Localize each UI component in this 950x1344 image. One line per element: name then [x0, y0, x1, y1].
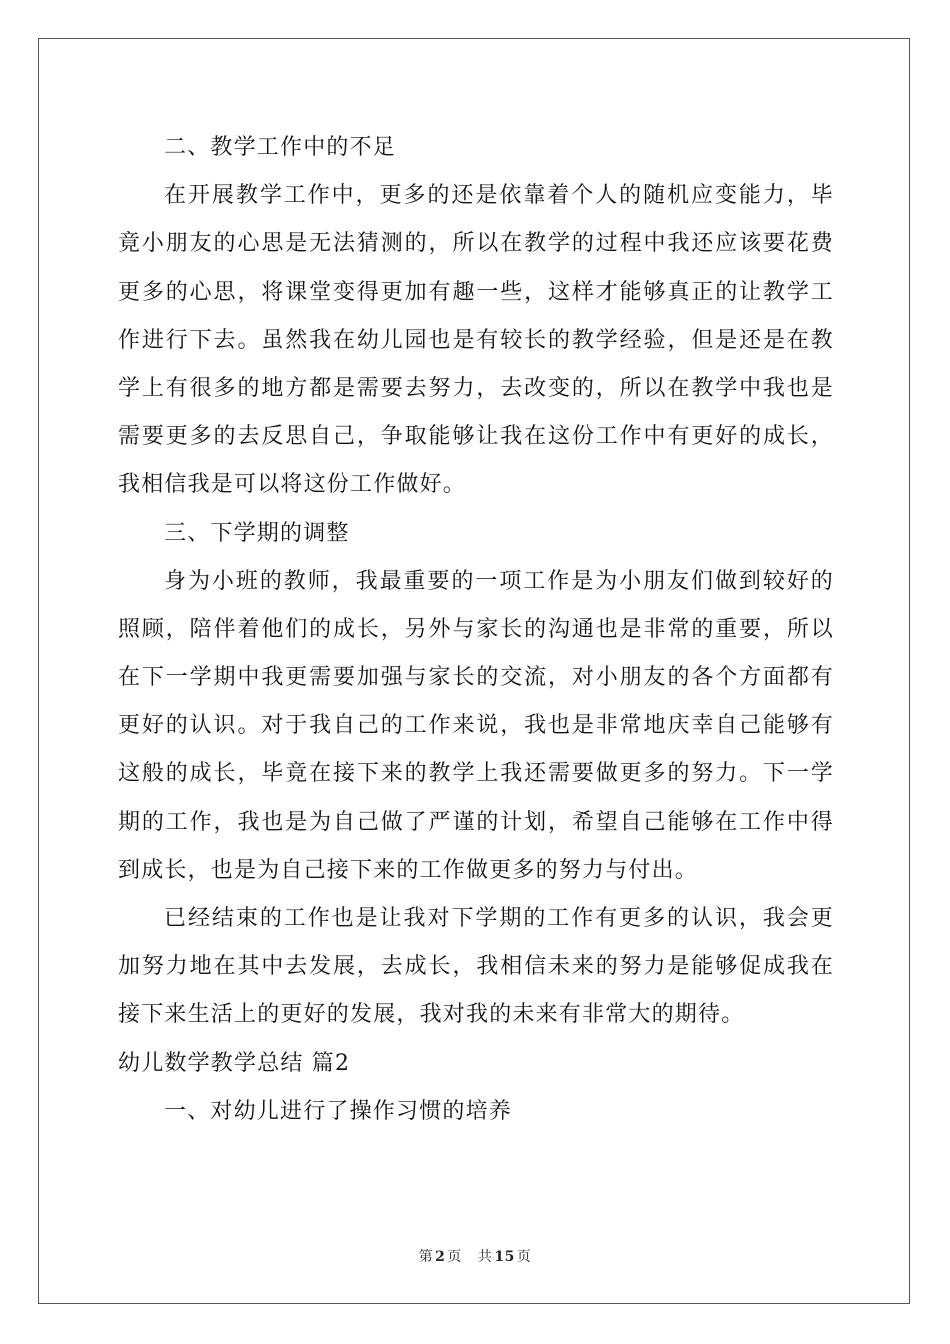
text-line: 照顾，陪伴着他们的成长，另外与家长的沟通也是非常的重要，所以 — [118, 616, 834, 642]
text-line: 幼儿数学教学总结 篇2 — [118, 1050, 351, 1076]
text-line: 二、教学工作中的不足 — [164, 135, 397, 160]
text-line: 加努力地在其中去发展，去成长，我相信未来的努力是能够促成我在 — [118, 954, 834, 980]
footer-page-suffix: 页 — [447, 1249, 462, 1265]
text-line: 学上有很多的地方都是需要去努力，去改变的，所以在教学中我也是 — [118, 375, 834, 401]
text-line: 到成长，也是为自己接下来的工作做更多的努力与付出。 — [118, 857, 699, 883]
footer-page-number: 2 — [435, 1249, 446, 1265]
text-line: 三、下学期的调整 — [164, 520, 350, 546]
text-line: 接下来生活上的更好的发展，我对我的未来有非常大的期待。 — [118, 1002, 745, 1028]
text-line: 这般的成长，毕竟在接下来的教学上我还需要做更多的努力。下一学 — [118, 761, 834, 787]
text-line: 已经结束的工作也是让我对下学期的工作有更多的认识，我会更 — [164, 906, 834, 931]
text-line: 更好的认识。对于我自己的工作来说，我也是非常地庆幸自己能够有 — [118, 713, 834, 739]
footer-page-prefix: 第 — [418, 1249, 434, 1265]
text-line: 身为小班的教师，我最重要的一项工作是为小朋友们做到较好的 — [164, 568, 834, 594]
footer-total-pages: 15 — [494, 1249, 515, 1265]
text-line: 需要更多的去反思自己，争取能够让我在这份工作中有更好的成长， — [118, 424, 834, 450]
document-body — [118, 124, 834, 1136]
page-footer — [0, 1246, 950, 1266]
text-line: 期的工作，我也是为自己做了严谨的计划，希望自己能够在工作中得 — [118, 809, 834, 835]
text-line: 我相信我是可以将这份工作做好。 — [118, 472, 467, 498]
text-line: 作进行下去。虽然我在幼儿园也是有较长的教学经验，但是还是在教 — [118, 327, 834, 353]
text-line: 一、对幼儿进行了操作习惯的培养 — [164, 1098, 513, 1124]
footer-total-suffix: 页 — [516, 1249, 532, 1265]
text-line: 在开展教学工作中，更多的还是依靠着个人的随机应变能力，毕 — [164, 183, 834, 209]
text-line: 在下一学期中我更需要加强与家长的交流，对小朋友的各个方面都有 — [118, 665, 834, 691]
text-line: 竟小朋友的心思是无法猜测的，所以在教学的过程中我还应该要花费 — [118, 231, 834, 257]
footer-total-prefix: 共 — [477, 1249, 493, 1265]
text-line: 更多的心思，将课堂变得更加有趣一些，这样才能够真正的让教学工 — [118, 279, 834, 305]
